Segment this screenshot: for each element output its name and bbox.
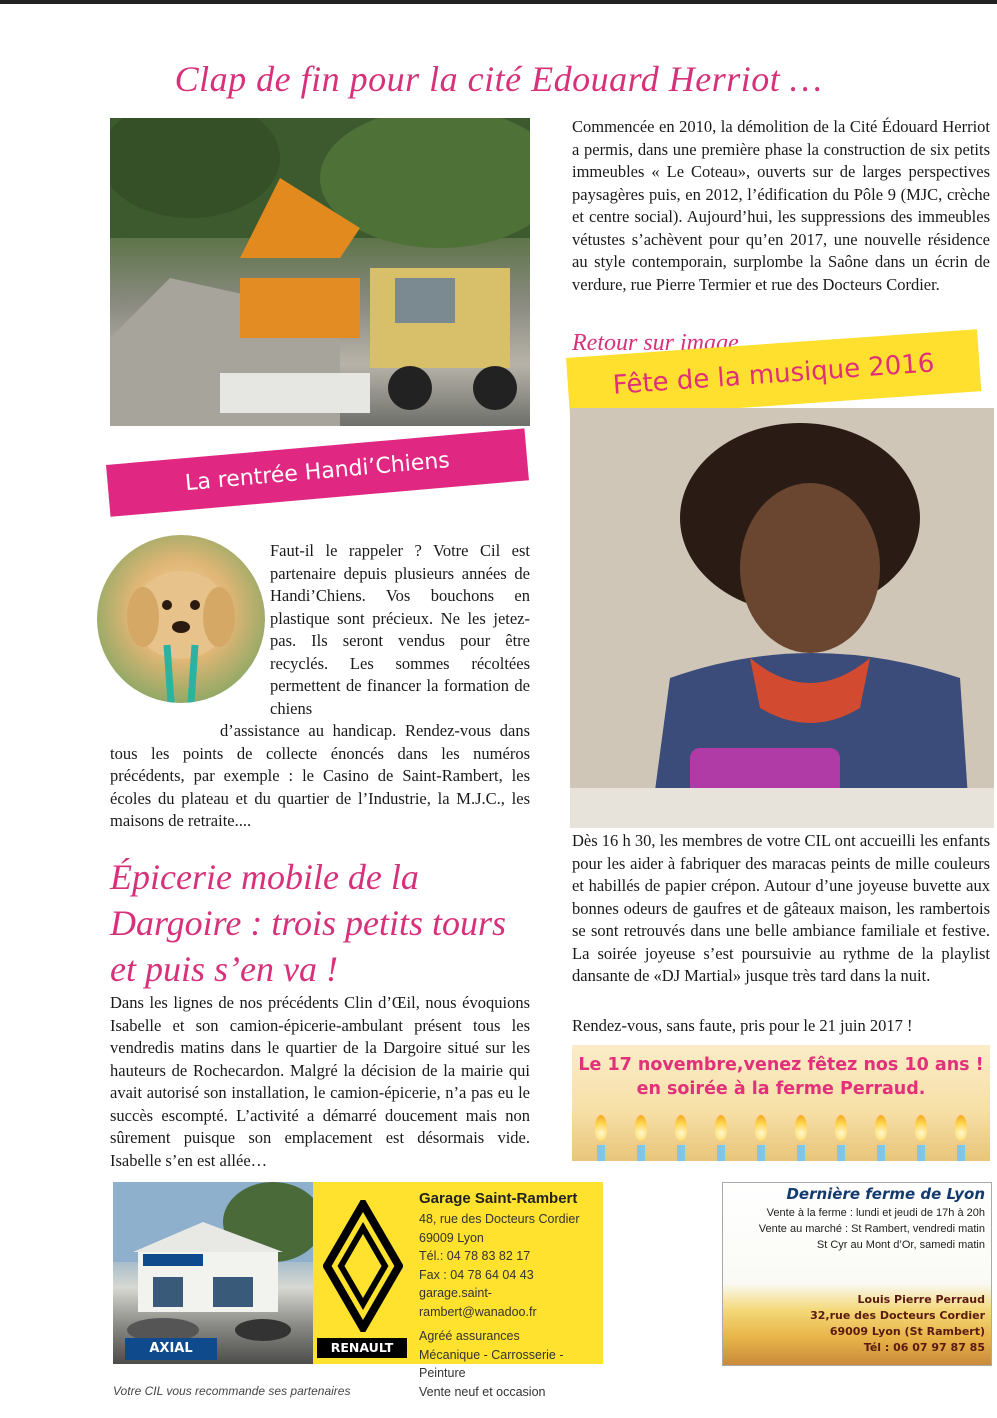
candle-icon: [832, 1115, 850, 1161]
garage-service-2: Mécanique - Carrosserie - Peinture: [419, 1347, 564, 1380]
garage-tel: Tél.: 04 78 83 82 17: [419, 1249, 531, 1263]
candle-icon: [592, 1115, 610, 1161]
candle-icon: [792, 1115, 810, 1161]
handi-chiens-banner: [106, 428, 529, 516]
candle-icon: [912, 1115, 930, 1161]
garage-illustration: [113, 1182, 313, 1364]
fete-musique-text: Dès 16 h 30, les membres de votre CIL ont accueilli les enfants pour les aider à fabriquer des maracas peints de mille couleurs et habillés de papier crépon. Autour d’une joyeuse buvette aux bonnes odeurs de gaufres et de gâteaux maison, les rambertois se sont retrouvés dans une belle ambiance familiale et festive. La soirée joyeuse s’est poursuivie au rythme de la playlist dansante de «DJ Martial» jusque très tard dans la nuit.: [572, 831, 990, 985]
renault-logo-icon: [323, 1200, 403, 1332]
ferme-line-1: Vente à la ferme : lundi et jeudi de 17h à 20h: [766, 1207, 985, 1219]
ferme-title: Dernière ferme de Lyon: [786, 1185, 985, 1203]
ferme-line-2: Vente au marché : St Rambert, vendredi matin: [758, 1223, 985, 1235]
candle-icon: [952, 1115, 970, 1161]
ferme-tel: Tél : 06 07 97 87 85: [863, 1341, 985, 1354]
garage-name: Garage Saint-Rambert: [419, 1190, 578, 1207]
garage-city: 69009 Lyon: [419, 1230, 484, 1245]
candle-icon: [632, 1115, 650, 1161]
epicerie-text: Dans les lignes de nos précédents Clin d’Œil, nous évoquions Isabelle et son camion-épicerie-ambulant présent tous les vendredis matins dans le quartier de la Dargoire situé sur les hauteurs de Rochecardon. Malgré la décision de la mairie qui avait autorisé son installation, le camion-épicerie, n’a pas eu le succès escompté. L’activité a démarré doucement mais non sûrement puisque son emplacement est désormais vide. Isabelle s’en est allée…: [110, 993, 530, 1170]
golden-retriever-photo: [97, 535, 265, 703]
girl-illustration: [570, 408, 994, 828]
retour-heading: Retour sur image…: [572, 330, 760, 356]
ferme-line-3: St Cyr au Mont d’Or, samedi matin: [816, 1239, 985, 1251]
handi-chiens-text-top: Faut-il le rappeler ? Votre Cil est partenaire depuis plusieurs années de Handi’Chiens. Vos bouchons en plastique sont précieux. Ne les jetez-pas. Ils seront vendus pour être recyclés. Les sommes récoltées permettent de financer la formation de chiens: [270, 541, 530, 718]
handi-chiens-banner-text: La rentrée Handi’Chiens: [184, 448, 451, 497]
ferme-ad: [722, 1182, 992, 1366]
garage-address: 48, rue des Docteurs Cordier: [419, 1212, 580, 1226]
garage-fax: Fax : 04 78 64 04 43: [419, 1267, 534, 1282]
ferme-owner: Louis Pierre Perraud: [857, 1293, 985, 1306]
candle-icon: [872, 1115, 890, 1161]
garage-building-photo: [113, 1182, 313, 1364]
epicerie-title: Épicerie mobile de la Dargoire : trois petits tours et puis s’en va !: [110, 857, 507, 989]
candle-icon: [752, 1115, 770, 1161]
demolition-photo: [110, 118, 530, 426]
anniversary-line1: Le 17 novembre,venez fêtez nos 10 ans !: [578, 1055, 984, 1075]
anniversary-line2: en soirée à la ferme Perraud.: [636, 1079, 926, 1099]
fete-musique-banner-text: Fête de la musique 2016: [611, 348, 936, 401]
article-herriot-text: Commencée en 2010, la démolition de la Cité Édouard Herriot a permis, dans une première phase la construction de six petits immeubles « Le Coteau», ouverts sur de larges perspectives paysagères puis, en 2012, l’édification du Pôle 9 (MJC, crèche et centre social). Aujourd’hui, les suppressions des immeubles vétustes s’achèvent pour qu’en 2017, une nouvelle résidence au style contemporain, surplombe la Saône dans un écrin de verdure, rue Pierre Termier et rue des Docteurs Cordier.: [572, 117, 990, 294]
dog-illustration: [97, 535, 265, 703]
garage-service-3: Vente neuf et occasion: [419, 1384, 546, 1399]
candle-icon: [712, 1115, 730, 1161]
rendez-vous-text: Rendez-vous, sans faute, pris pour le 21 juin 2017 !: [572, 1016, 913, 1035]
axial-logo: AXIAL: [125, 1338, 217, 1360]
ferme-city: 69009 Lyon (St Rambert): [829, 1325, 985, 1338]
article-title-herriot: Clap de fin pour la cité Edouard Herriot …: [174, 59, 823, 99]
handi-chiens-text-bottom: d’assistance au handicap. Rendez-vous dans tous les points de collecte énoncés dans les numéros précédents, par exemple : le Casino de Saint-Rambert, les écoles du plateau et du quartier de l’Industrie, la M.J.C., les maisons de retraite....: [110, 721, 530, 830]
ferme-address: 32,rue des Docteurs Cordier: [810, 1309, 985, 1322]
garage-info: [419, 1188, 603, 1401]
excavator-illustration: [110, 118, 530, 426]
candle-icon: [672, 1115, 690, 1161]
garage-service-1: Agréé assurances: [419, 1329, 520, 1343]
garage-email: garage.saint-rambert@wanadoo.fr: [419, 1286, 537, 1319]
candles-row: [592, 1103, 970, 1161]
top-rule: [0, 0, 997, 4]
renault-wordmark: RENAULT: [317, 1338, 407, 1358]
girl-painting-photo: [570, 408, 994, 828]
partners-caption: Votre CIL vous recommande ses partenaires: [113, 1384, 351, 1398]
anniversary-ad: [572, 1045, 990, 1161]
